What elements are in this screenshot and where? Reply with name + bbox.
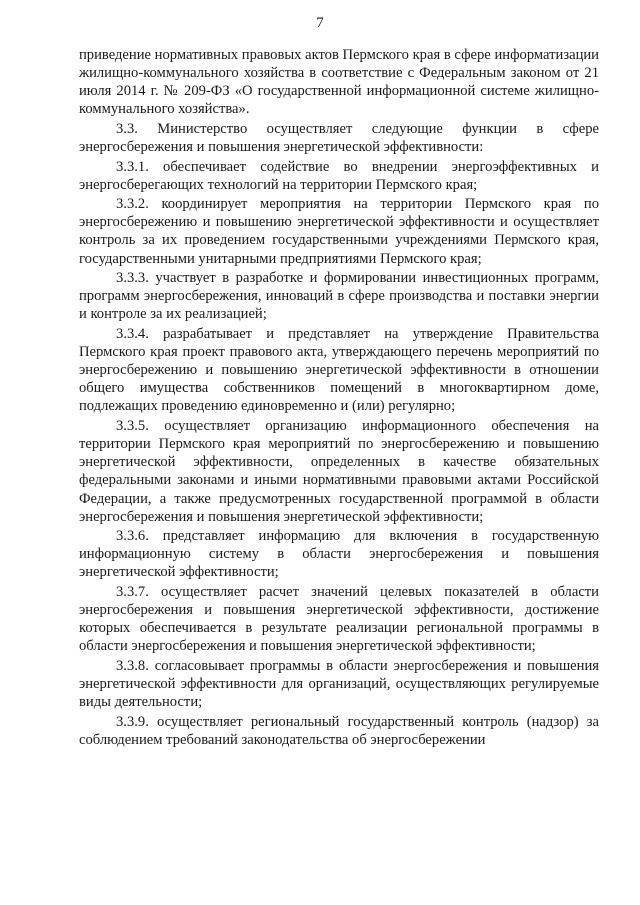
paragraph-3-3-8: 3.3.8. согласовывает программы в области энергосбережения и повышения энергетической эффективности для организаций, осуществляющих регулируемые виды деятельности; [79, 657, 599, 711]
paragraph-3-3-6: 3.3.6. представляет информацию для включения в государственную информационную систему в области энергосбережения и повышения энергетической эффективности; [79, 528, 599, 581]
paragraph-3-3: 3.3. Министерство осуществляет следующие функции в сфере энергосбережения и повышения энергетической эффективности: [79, 120, 599, 156]
paragraph-continuation: приведение нормативных правовых актов Пермского края в сфере информатизации жилищно-коммунального хозяйства в соответствие с Федеральным законом от 21 июля 2014 г. № 209-ФЗ «О государственной информационной системе жилищно-коммунального хозяйства». [79, 47, 599, 118]
paragraph-3-3-7: 3.3.7. осуществляет расчет значений целевых показателей в области энергосбережения и повышения энергетической эффективности, достижение которых обеспечивается в результате реализации региональной программы в области энергосбережения и повышения энергетической эффективности; [79, 583, 599, 655]
paragraph-3-3-9: 3.3.9. осуществляет региональный государственный контроль (надзор) за соблюдением требований законодательства об энергосбережении [79, 713, 599, 748]
paragraph-3-3-2: 3.3.2. координирует мероприятия на территории Пермского края по энергосбережению и повышению энергетической эффективности и осуществляет контроль за их проведением государственными учреждениями Пермского края, государственными унитарными предприятиями Пермского края; [79, 196, 599, 267]
document-body [79, 46, 599, 750]
paragraph-3-3-4: 3.3.4. разрабатывает и представляет на утверждение Правительства Пермского края проект правового акта, утверждающего перечень мероприятий по энергосбережению и повышению энергетической эффективности в отношении общего имущества собственников помещений в многоквартирном доме, подлежащих проведению единовременно и (или) регулярно; [79, 325, 599, 415]
paragraph-3-3-1: 3.3.1. обеспечивает содействие во внедрении энергоэффективных и энергосберегающих технологий на территории Пермского края; [79, 158, 599, 193]
paragraph-3-3-3: 3.3.3. участвует в разработке и формировании инвестиционных программ, программ энергосбережения, инноваций в сфере производства и поставки энергии и контроле за их реализацией; [79, 270, 599, 323]
page-number: 7 [316, 15, 324, 31]
paragraph-3-3-5: 3.3.5. осуществляет организацию информационного обеспечения на территории Пермского края мероприятий по энергосбережению и повышению энергетической эффективности, определенных в качестве обязательных федеральными законами и иными нормативными правовыми актами Российской Федерации, а также предусмотренных государственной программой в области энергосбережения и повышения энергетической эффективности; [79, 417, 599, 525]
